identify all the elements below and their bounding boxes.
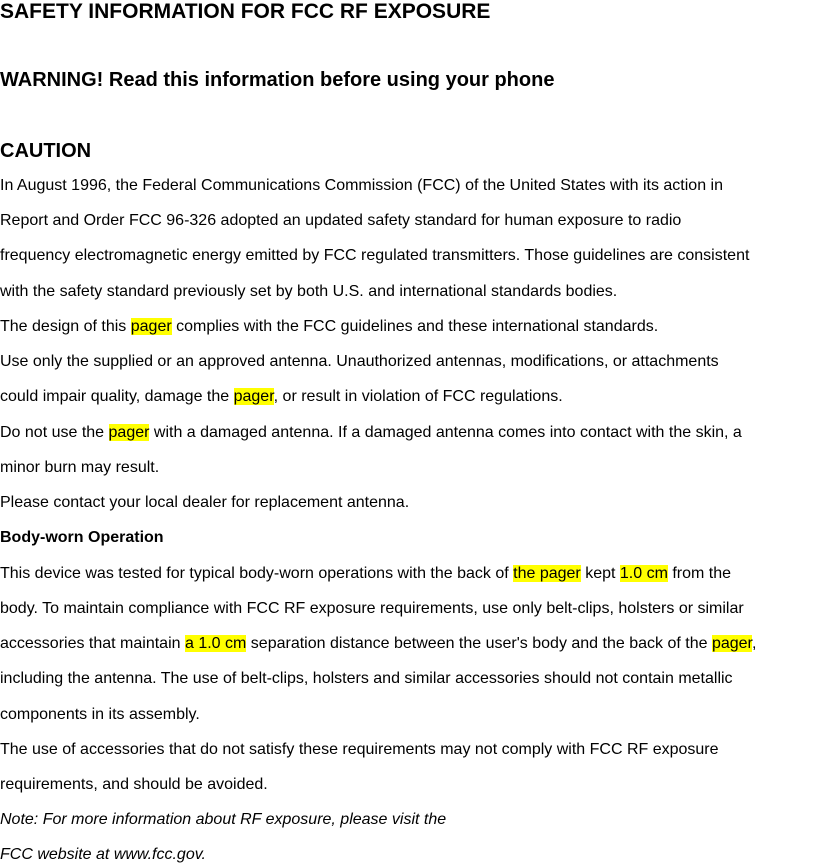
paragraph-line: In August 1996, the Federal Communications Commission (FCC) of the United States with its action in bbox=[0, 177, 723, 194]
highlighted-term: pager bbox=[711, 635, 752, 652]
paragraph-line: minor burn may result. bbox=[0, 459, 160, 476]
text-run: Do not use the bbox=[0, 424, 109, 441]
paragraph-line: requirements, and should be avoided. bbox=[0, 776, 268, 793]
highlighted-term: 1.0 cm bbox=[619, 565, 668, 582]
text-run: , bbox=[751, 635, 757, 652]
paragraph-line bbox=[0, 387, 563, 407]
caution-heading: CAUTION bbox=[0, 140, 92, 162]
paragraph-line bbox=[0, 634, 756, 654]
note-line: FCC website at www.fcc.gov. bbox=[0, 846, 206, 863]
text-run: , or result in violation of FCC regulations. bbox=[273, 388, 563, 405]
paragraph-line: Use only the supplied or an approved antenna. Unauthorized antennas, modifications, or attachments bbox=[0, 353, 719, 370]
highlighted-term: a 1.0 cm bbox=[184, 635, 247, 652]
highlighted-term: pager bbox=[233, 388, 274, 405]
paragraph-line: Report and Order FCC 96-326 adopted an updated safety standard for human exposure to radio bbox=[0, 212, 682, 229]
paragraph-line: components in its assembly. bbox=[0, 706, 200, 723]
text-run: accessories that maintain bbox=[0, 635, 185, 652]
text-run: from the bbox=[667, 565, 732, 582]
text-run: complies with the FCC guidelines and these international standards. bbox=[171, 318, 659, 335]
text-run: separation distance between the user's body and the back of the bbox=[246, 635, 712, 652]
paragraph-line: Please contact your local dealer for replacement antenna. bbox=[0, 494, 410, 511]
paragraph-line: frequency electromagnetic energy emitted by FCC regulated transmitters. Those guidelines are consistent bbox=[0, 247, 750, 264]
text-run: The design of this bbox=[0, 318, 131, 335]
paragraph-line bbox=[0, 564, 731, 584]
highlighted-term: the pager bbox=[513, 565, 581, 582]
text-run: This device was tested for typical body-worn operations with the back of bbox=[0, 565, 514, 582]
paragraph-line bbox=[0, 423, 742, 443]
paragraph-line bbox=[0, 317, 658, 337]
paragraph-line: with the safety standard previously set by both U.S. and international standards bodies. bbox=[0, 283, 618, 300]
warning-heading: WARNING! Read this information before using your phone bbox=[0, 69, 555, 91]
text-run: could impair quality, damage the bbox=[0, 388, 234, 405]
paragraph-line: The use of accessories that do not satisfy these requirements may not comply with FCC RF exposure bbox=[0, 741, 719, 758]
text-run: kept bbox=[580, 565, 620, 582]
body-worn-heading: Body-worn Operation bbox=[0, 529, 164, 546]
text-run: with a damaged antenna. If a damaged antenna comes into contact with the skin, a bbox=[149, 424, 742, 441]
highlighted-term: pager bbox=[130, 318, 172, 335]
highlighted-term: pager bbox=[108, 424, 150, 441]
document-title: SAFETY INFORMATION FOR FCC RF EXPOSURE bbox=[0, 0, 491, 23]
paragraph-line: body. To maintain compliance with FCC RF exposure requirements, use only belt-clips, holsters or similar bbox=[0, 600, 744, 617]
note-line: Note: For more information about RF exposure, please visit the bbox=[0, 811, 447, 828]
paragraph-line: including the antenna. The use of belt-clips, holsters and similar accessories should not contain metallic bbox=[0, 670, 733, 687]
